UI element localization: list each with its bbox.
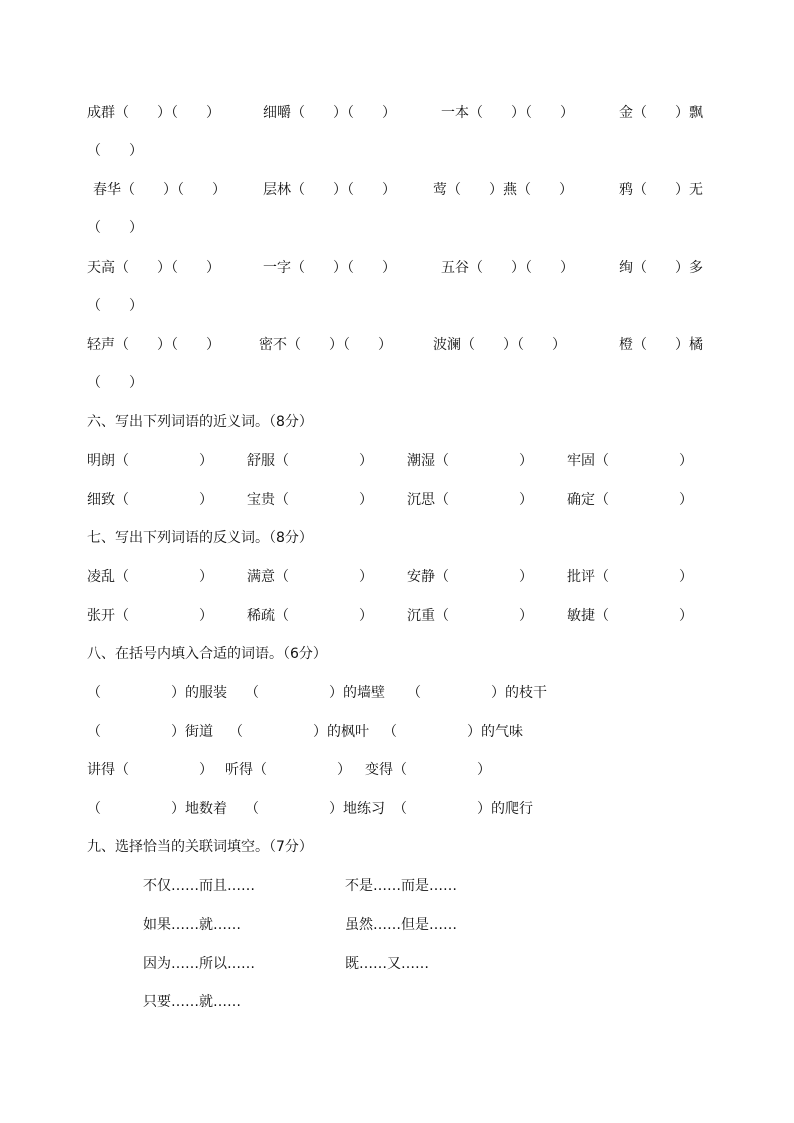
idiom-item: 成群（ ）（ ） [87, 105, 220, 121]
fill-item: （ ）地练习 [245, 801, 385, 817]
section-heading-8: 八、在括号内填入合适的词语。（6分） [87, 646, 327, 662]
conjunction-pair: 因为……所以…… [143, 956, 255, 972]
fill-item: （ ）地数着 [87, 801, 227, 817]
conjunction-pair: 只要……就…… [143, 994, 241, 1010]
fill-item: （ ）的墙壁 [245, 685, 385, 701]
fill-item: 听得（ ） [225, 762, 351, 778]
synonym-item: 潮湿（ ） [407, 453, 533, 469]
antonym-item: 张开（ ） [87, 608, 213, 624]
idiom-item: 层林（ ）（ ） [263, 182, 396, 198]
fill-item: （ ）的爬行 [393, 801, 533, 817]
fill-item: （ ）的枫叶 [229, 724, 369, 740]
idiom-item: 鸦（ ）无 [619, 182, 703, 198]
idiom-item: 波澜（ ）（ ） [433, 337, 566, 353]
idiom-item: 密不（ ）（ ） [259, 337, 392, 353]
fill-item: 讲得（ ） [87, 762, 213, 778]
idiom-item: 橙（ ）橘 [619, 337, 703, 353]
idiom-item: 一字（ ）（ ） [263, 260, 396, 276]
idiom-item: 绚（ ）多 [619, 260, 703, 276]
idiom-item: 一本（ ）（ ） [441, 105, 574, 121]
idiom-item: 莺（ ）燕（ ） [433, 182, 573, 198]
antonym-item: 凌乱（ ） [87, 569, 213, 585]
fill-item: 变得（ ） [365, 762, 491, 778]
idiom-continuation: （ ） [87, 220, 143, 236]
conjunction-pair: 既……又…… [345, 956, 429, 972]
synonym-item: 沉思（ ） [407, 492, 533, 508]
antonym-item: 稀疏（ ） [247, 608, 373, 624]
idiom-item: 五谷（ ）（ ） [441, 260, 574, 276]
synonym-item: 舒服（ ） [247, 453, 373, 469]
conjunction-pair: 不仅……而且…… [143, 878, 255, 894]
synonym-item: 明朗（ ） [87, 453, 213, 469]
conjunction-pair: 如果……就…… [143, 917, 241, 933]
idiom-item: 细嚼（ ）（ ） [263, 105, 396, 121]
fill-item: （ ）的气味 [383, 724, 523, 740]
idiom-item: 金（ ）飘 [619, 105, 703, 121]
idiom-item: 天高（ ）（ ） [87, 260, 220, 276]
idiom-item: 春华（ ）（ ） [93, 182, 226, 198]
synonym-item: 牢固（ ） [567, 453, 693, 469]
fill-item: （ ）的服装 [87, 685, 227, 701]
antonym-item: 满意（ ） [247, 569, 373, 585]
conjunction-pair: 不是……而是…… [345, 878, 457, 894]
antonym-item: 沉重（ ） [407, 608, 533, 624]
idiom-continuation: （ ） [87, 143, 143, 159]
antonym-item: 安静（ ） [407, 569, 533, 585]
antonym-item: 敏捷（ ） [567, 608, 693, 624]
idiom-continuation: （ ） [87, 298, 143, 314]
synonym-item: 宝贵（ ） [247, 492, 373, 508]
conjunction-pair: 虽然……但是…… [345, 917, 457, 933]
synonym-item: 细致（ ） [87, 492, 213, 508]
section-heading-7: 七、写出下列词语的反义词。（8分） [87, 530, 313, 546]
idiom-continuation: （ ） [87, 375, 143, 391]
fill-item: （ ）街道 [87, 724, 213, 740]
synonym-item: 确定（ ） [567, 492, 693, 508]
antonym-item: 批评（ ） [567, 569, 693, 585]
section-heading-9: 九、选择恰当的关联词填空。（7分） [87, 839, 313, 855]
section-heading-6: 六、写出下列词语的近义词。（8分） [87, 414, 313, 430]
idiom-item: 轻声（ ）（ ） [87, 337, 220, 353]
fill-item: （ ）的枝干 [407, 685, 547, 701]
